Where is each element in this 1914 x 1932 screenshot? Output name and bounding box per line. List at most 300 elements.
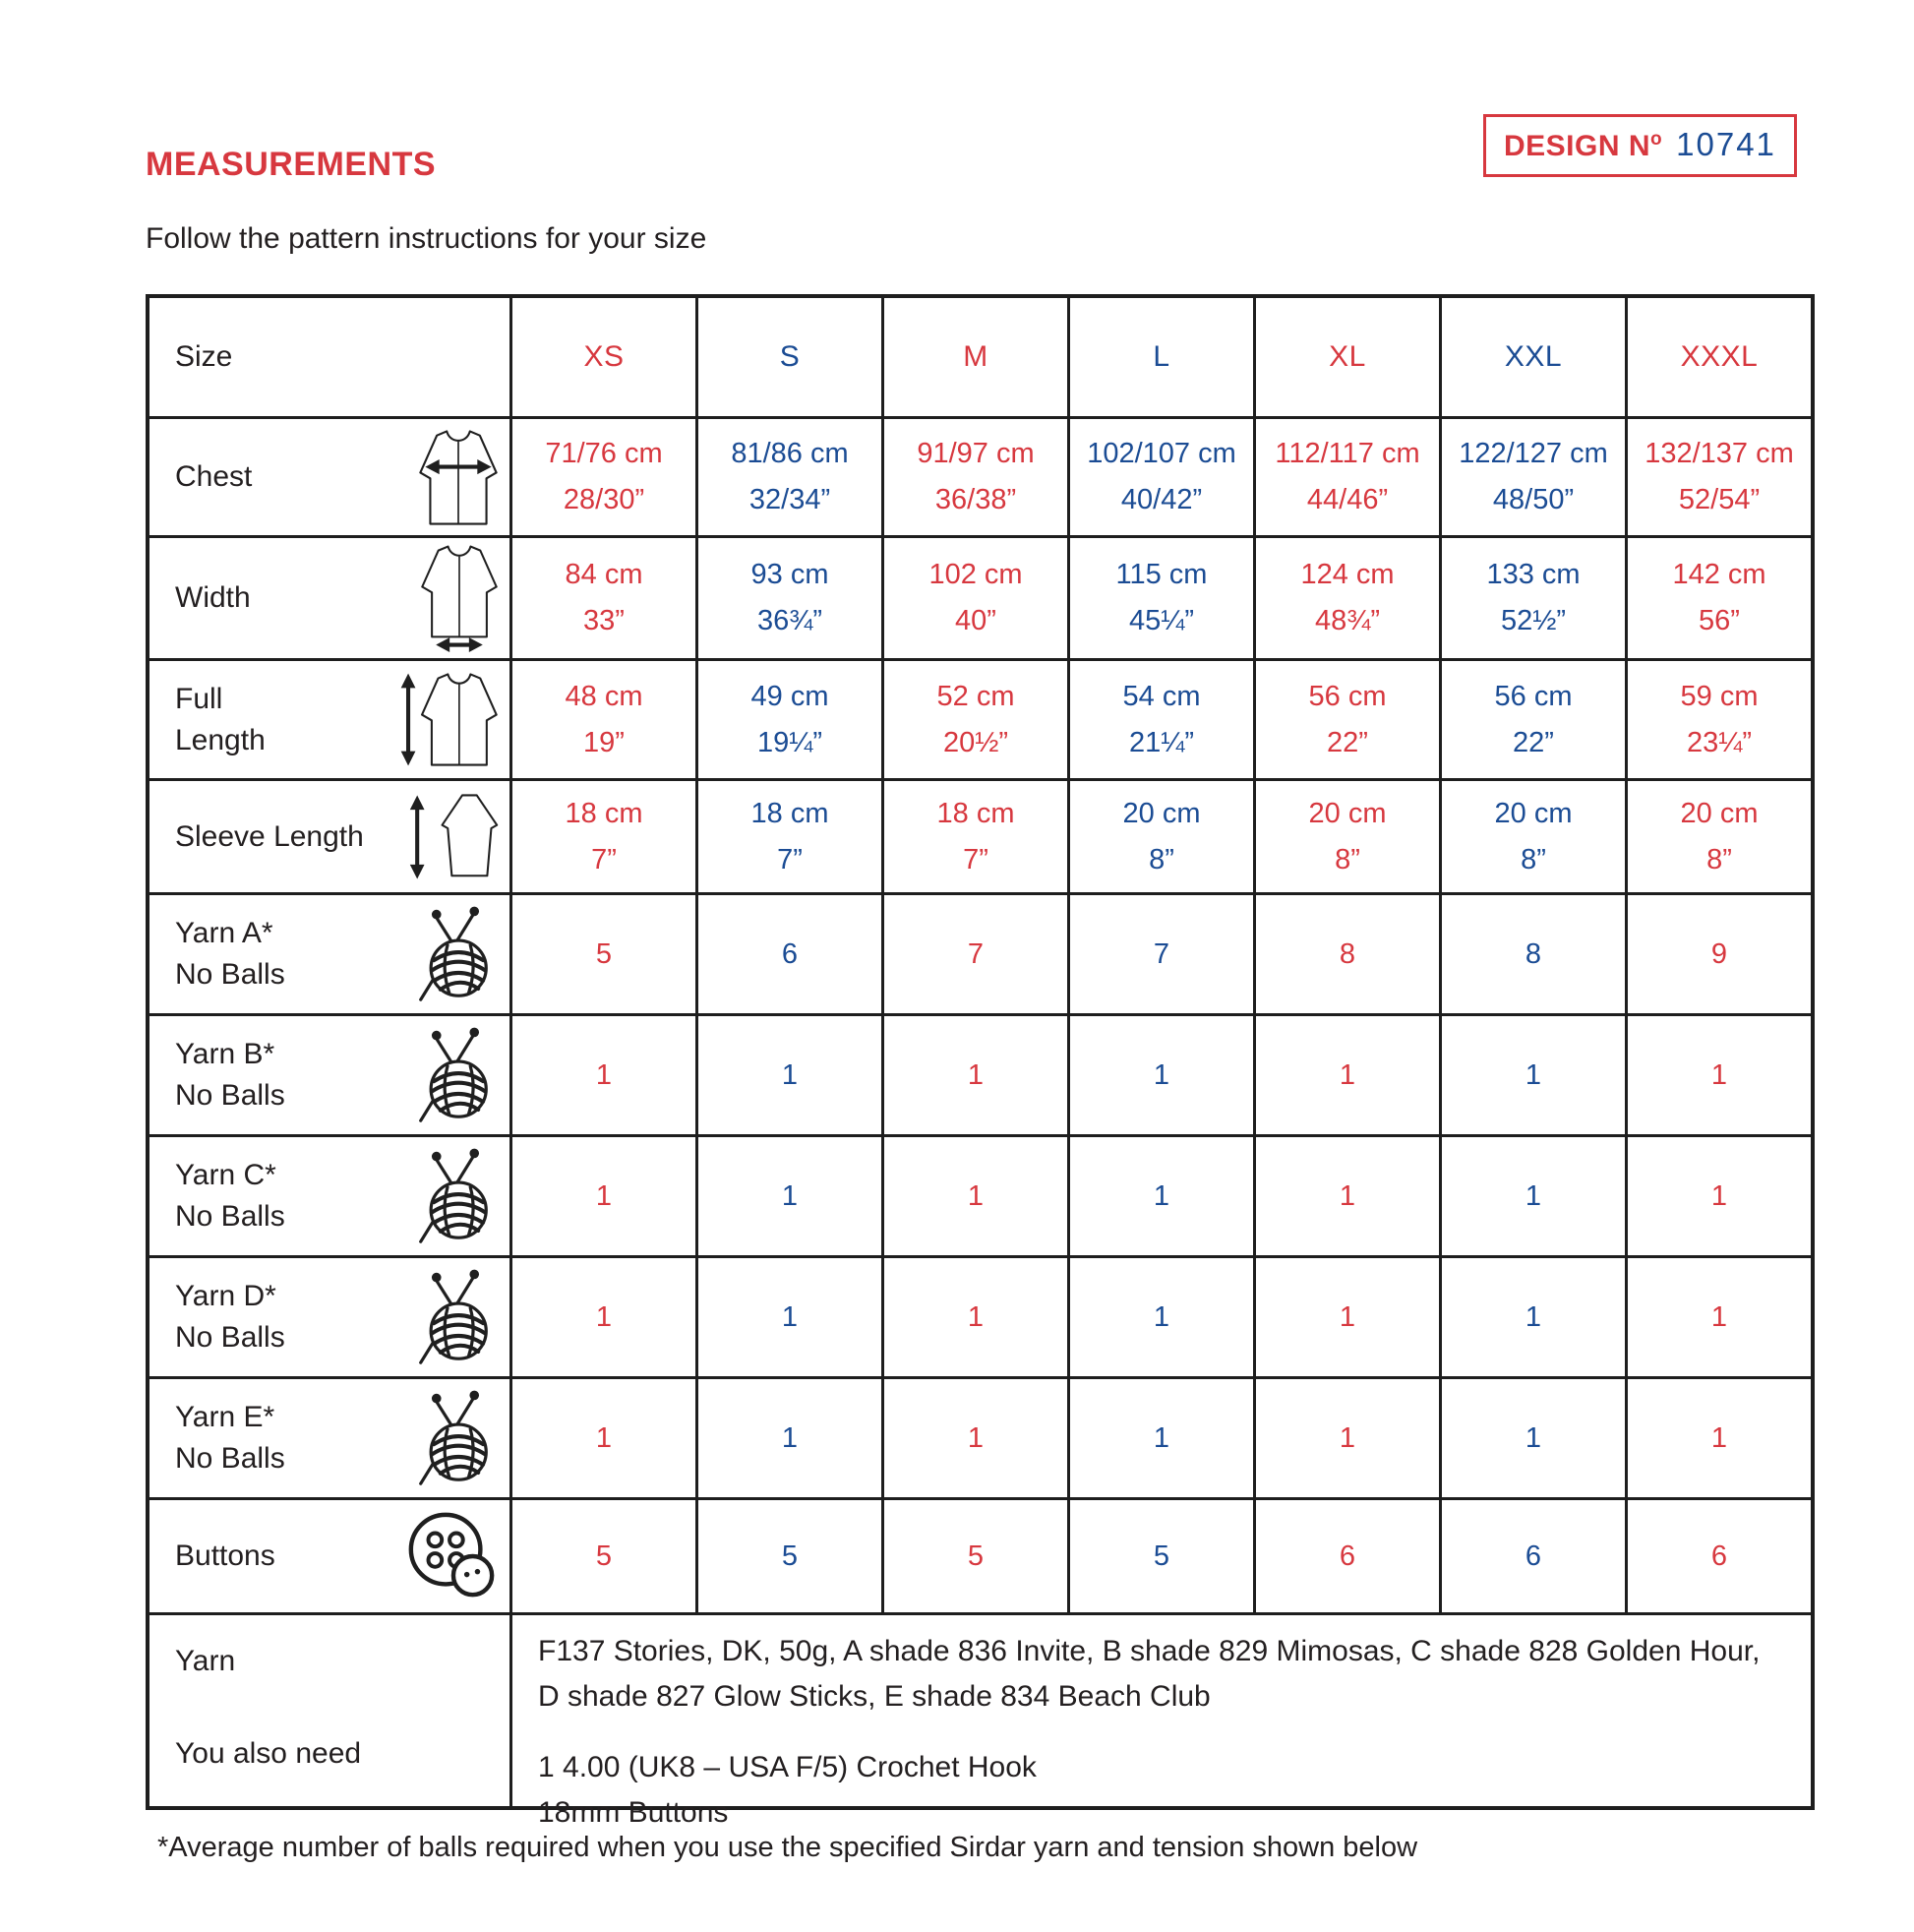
size-column-header [698,298,881,416]
cell-value: 132/137 cm [1645,438,1794,469]
cell-value: 52½” [1500,605,1567,636]
row-label-cell [150,661,509,778]
cell-value-group [1275,431,1419,523]
measurement-cell [698,661,881,778]
cell-value: 20 cm [1494,797,1573,829]
sleeve-length-icon [407,793,500,881]
cell-value: 48/50” [1492,484,1575,515]
cell-value-group [1459,431,1608,523]
size-column-label: XS [583,340,625,373]
cell-value: 7” [591,843,617,875]
cell-value: 7” [777,843,803,875]
cell-value-group [566,791,643,883]
measurement-cell [512,1137,695,1255]
cell-value: 1 [1710,1421,1728,1454]
measurement-cell [1442,538,1625,658]
cell-value-group [1340,1295,1355,1341]
measurement-cell [512,781,695,892]
cell-value: 44/46” [1306,484,1389,515]
row-label [175,1536,275,1577]
cell-value: 84 cm [565,559,643,590]
cell-value: 28/30” [563,484,645,515]
measurement-cell [1442,1137,1625,1255]
row-label-line: Full [175,682,223,715]
cell-value: 1 [1339,1421,1356,1454]
cell-value: 49 cm [750,680,829,712]
yarn-ball-icon [411,1389,500,1488]
cell-value-group [1309,674,1387,766]
measurement-cell [512,1379,695,1497]
cell-value-group [968,1174,984,1220]
measurement-cell [698,1016,881,1134]
measurement-cell [1442,1258,1625,1376]
cell-value-group [1154,932,1169,978]
yarn-ball-icon [411,1026,500,1125]
cell-value-group [968,1295,984,1341]
size-column-label: XXL [1504,340,1563,373]
cell-value-group [782,1534,798,1580]
cell-value-group [596,1295,612,1341]
cell-value-group [596,1534,612,1580]
yarn-ball-icon [411,1268,500,1367]
measurement-cell [1256,781,1439,892]
measurement-cell [698,1379,881,1497]
cell-value: 81/86 cm [731,438,849,469]
cell-value-group [1116,552,1208,644]
size-column-header [884,298,1067,416]
cell-value: 7 [1153,937,1170,970]
row-label-line: No Balls [175,958,285,991]
cell-value-group [782,1416,798,1462]
cell-value: 40/42” [1120,484,1203,515]
row-label-cell [150,538,509,658]
page-subtitle: Follow the pattern instructions for your size [146,222,707,255]
measurement-cell [884,1016,1067,1134]
row-label [175,1034,285,1117]
measurement-cell [698,1500,881,1612]
yarn-ball-icon [411,1147,500,1246]
design-number-sup: o [1650,129,1663,150]
cell-value-group [1525,1295,1541,1341]
measurement-cell [1628,781,1811,892]
row-label-line: No Balls [175,1079,285,1112]
measurement-cell [1070,661,1253,778]
row-label [175,1397,285,1479]
cell-value: 1 [1525,1300,1542,1333]
cell-value: 33” [583,605,625,636]
cell-value: 1 [1153,1179,1170,1212]
design-number-value: 10741 [1676,126,1776,162]
cell-value: 54 cm [1122,680,1201,712]
measurement-cell [1070,895,1253,1013]
measurement-cell [884,419,1067,535]
cell-value-group [968,1534,984,1580]
row-label-cell [150,781,509,892]
yarn-description: F137 Stories, DK, 50g, A shade 836 Invite, B shade 829 Mimosas, C shade 828 Golden Hour, D shade 827 Glow Sticks, E shade 834 Beach Club [538,1635,1761,1713]
cell-value: 22” [1513,726,1554,758]
cell-value-group [917,431,1034,523]
cell-value: 5 [781,1540,799,1572]
measurement-cell [884,1137,1067,1255]
measurement-cell [698,1258,881,1376]
cell-value: 124 cm [1300,559,1395,590]
row-label [175,679,266,761]
cell-value: 1 [781,1421,799,1454]
cell-value: 102 cm [928,559,1023,590]
measurement-cell [1256,1500,1439,1612]
cell-value: 8” [1706,843,1732,875]
cell-value: 1 [1525,1058,1542,1091]
cell-value: 8 [1525,937,1542,970]
cell-value: 6 [781,937,799,970]
size-column-header [1256,298,1439,416]
measurement-cell [1628,895,1811,1013]
cell-value-group [1645,431,1794,523]
cell-value: 5 [967,1540,985,1572]
row-label-cell [150,895,509,1013]
measurement-cell [512,895,695,1013]
buttons-size-line: 18mm Buttons [538,1796,729,1829]
cell-value: 5 [1153,1540,1170,1572]
cell-value-group [1340,1053,1355,1099]
cell-value-group [1711,1534,1727,1580]
cell-value: 7 [967,937,985,970]
cardigan-chest-icon [417,428,500,527]
row-label [175,913,285,996]
cell-value: 1 [781,1179,799,1212]
measurement-cell [1628,538,1811,658]
size-column-label: M [963,340,988,373]
row-label [175,577,251,619]
measurement-cell [1442,1016,1625,1134]
row-label [175,1276,285,1358]
cell-value-group [1309,791,1387,883]
cell-value: 36¾” [756,605,823,636]
cell-value: 59 cm [1680,680,1759,712]
cell-value: 22” [1327,726,1368,758]
measurement-cell [1256,1379,1439,1497]
buttons-icon [403,1508,500,1604]
size-column-label: L [1153,340,1170,373]
cell-value-group [1525,1416,1541,1462]
row-label-cell [150,1016,509,1134]
cell-value-group [1154,1295,1169,1341]
crochet-hook-line: 1 4.00 (UK8 – USA F/5) Crochet Hook [538,1751,1037,1783]
cell-value: 1 [1525,1421,1542,1454]
yarn-ball-icon [411,905,500,1004]
cell-value: 1 [967,1300,985,1333]
cell-value: 8 [1339,937,1356,970]
cell-value: 6 [1339,1540,1356,1572]
cell-value-group [1123,791,1201,883]
cell-value: 48¾” [1314,605,1381,636]
size-row-label-cell [150,298,509,416]
row-label-line: Yarn E* [175,1401,275,1433]
cell-value-group [968,1053,984,1099]
row-label-line: Width [175,581,251,614]
cell-value: 23¼” [1686,726,1753,758]
footnote: *Average number of balls required when you use the specified Sirdar yarn and tension shown below [157,1832,1418,1863]
row-label-line: No Balls [175,1321,285,1354]
cell-value: 1 [1710,1058,1728,1091]
cell-value: 142 cm [1672,559,1766,590]
measurement-cell [1628,1258,1811,1376]
cell-value: 133 cm [1486,559,1581,590]
cell-value: 112/117 cm [1275,438,1420,469]
row-label-cell [150,1500,509,1612]
cell-value: 1 [781,1300,799,1333]
cell-value-group [1711,932,1727,978]
row-label-cell [150,1258,509,1376]
measurement-cell [1442,895,1625,1013]
cell-value-group [968,1416,984,1462]
cell-value: 18 cm [936,797,1015,829]
measurement-cell [1628,1016,1811,1134]
cell-value-group [782,932,798,978]
measurement-cell [512,1016,695,1134]
cell-value-group [1486,552,1580,644]
size-column-header [1442,298,1625,416]
cell-value: 1 [1153,1421,1170,1454]
cell-value: 5 [595,1540,613,1572]
cell-value-group [1300,552,1394,644]
cell-value: 1 [781,1058,799,1091]
cell-value-group [596,932,612,978]
cell-value: 93 cm [750,559,829,590]
row-label-line: Length [175,723,266,756]
cell-value-group [1681,791,1759,883]
cell-value-group [1123,674,1201,766]
cell-value-group [566,552,643,644]
measurement-cell [884,1258,1067,1376]
cell-value-group [751,552,829,644]
cell-value: 102/107 cm [1087,438,1236,469]
cell-value-group [1154,1053,1169,1099]
row-label-line: No Balls [175,1442,285,1475]
row-label [175,816,364,858]
row-label-line: No Balls [175,1200,285,1233]
measurement-cell [1628,1379,1811,1497]
measurement-cell [512,419,695,535]
cell-value-group [782,1053,798,1099]
cell-value-group [596,1053,612,1099]
measurement-cell [1442,1500,1625,1612]
cell-value: 1 [1339,1058,1356,1091]
cell-value-group [1495,791,1573,883]
measurement-cell [698,1137,881,1255]
cell-value: 32/34” [748,484,831,515]
cell-value-group [1525,932,1541,978]
cell-value: 20 cm [1680,797,1759,829]
bottom-content-cell [512,1615,1811,1829]
cell-value: 7” [963,843,988,875]
cell-value: 1 [1339,1300,1356,1333]
cell-value: 5 [595,937,613,970]
cell-value: 8” [1149,843,1174,875]
measurement-cell [698,538,881,658]
bottom-labels-cell [150,1615,509,1806]
measurement-cell [1070,419,1253,535]
cell-value: 20½” [942,726,1009,758]
cell-value-group [937,674,1015,766]
measurement-cell [1256,538,1439,658]
cell-value-group [928,552,1022,644]
cell-value-group [751,674,829,766]
measurement-cell [1628,1500,1811,1612]
cell-value: 6 [1710,1540,1728,1572]
cell-value-group [1525,1053,1541,1099]
cell-value-group [596,1174,612,1220]
measurement-cell [1256,1137,1439,1255]
page-title: MEASUREMENTS [146,146,437,183]
cell-value: 1 [967,1179,985,1212]
cell-value-group [1340,1174,1355,1220]
cell-value: 56” [1699,605,1740,636]
cell-value-group [782,1295,798,1341]
size-column-label: S [779,340,801,373]
measurement-cell [1442,661,1625,778]
cell-value: 20 cm [1308,797,1387,829]
cell-value: 21¼” [1128,726,1195,758]
cell-value-group [566,674,643,766]
cell-value-group [751,791,829,883]
cell-value-group [1681,674,1759,766]
row-label-line: Yarn A* [175,917,273,949]
measurement-cell [512,661,695,778]
cell-value-group [1087,431,1236,523]
cell-value: 1 [595,1421,613,1454]
row-label [175,1155,285,1238]
cell-value-group [1154,1174,1169,1220]
measurements-table [146,294,1815,1829]
cell-value-group [1711,1295,1727,1341]
row-label-cell [150,419,509,535]
measurement-cell [884,781,1067,892]
cell-value: 1 [1525,1179,1542,1212]
size-column-header [512,298,695,416]
cell-value: 18 cm [565,797,643,829]
cell-value-group [1340,1534,1355,1580]
measurement-cell [1070,1016,1253,1134]
row-label-line: Chest [175,460,253,493]
cell-value: 1 [1153,1300,1170,1333]
row-label-cell [150,1137,509,1255]
cell-value: 48 cm [565,680,643,712]
row-label-line: Yarn C* [175,1159,276,1191]
measurement-cell [1256,895,1439,1013]
cell-value: 71/76 cm [545,438,663,469]
measurement-cell [1628,1137,1811,1255]
measurement-cell [512,1258,695,1376]
cell-value: 1 [1153,1058,1170,1091]
measurement-cell [1256,661,1439,778]
cell-value-group [1525,1534,1541,1580]
cell-value: 1 [967,1058,985,1091]
measurement-cell [1442,419,1625,535]
cell-value-group [1711,1416,1727,1462]
measurement-cell [884,895,1067,1013]
you-also-need-label: You also need [175,1737,362,1770]
cell-value: 1 [967,1421,985,1454]
cell-value: 52/54” [1678,484,1761,515]
cell-value: 36/38” [934,484,1017,515]
cell-value-group [1154,1534,1169,1580]
measurement-cell [1442,1379,1625,1497]
cell-value-group [1672,552,1765,644]
cell-value-group [968,932,984,978]
cardigan-full-length-icon [399,671,500,768]
measurement-cell [698,895,881,1013]
cell-value: 1 [1710,1300,1728,1333]
cell-value: 18 cm [750,797,829,829]
cell-value: 20 cm [1122,797,1201,829]
cell-value-group [937,791,1015,883]
cell-value: 1 [595,1179,613,1212]
cell-value: 19¼” [756,726,823,758]
measurement-cell [884,538,1067,658]
cell-value: 8” [1335,843,1360,875]
measurement-cell [698,781,881,892]
cell-value-group [1154,1416,1169,1462]
cell-value: 40” [955,605,996,636]
size-column-label: XXXL [1680,340,1759,373]
cell-value: 6 [1525,1540,1542,1572]
measurement-cell [1070,781,1253,892]
cell-value: 91/97 cm [917,438,1035,469]
cell-value-group [1711,1053,1727,1099]
cell-value: 56 cm [1494,680,1573,712]
cell-value: 1 [1710,1179,1728,1212]
cell-value: 9 [1710,937,1728,970]
cell-value-group [731,431,848,523]
yarn-label: Yarn [175,1645,236,1677]
row-label-line: Sleeve Length [175,819,364,853]
cell-value-group [1711,1174,1727,1220]
size-column-label: XL [1329,340,1366,373]
measurement-cell [884,661,1067,778]
measurement-cell [1070,538,1253,658]
cell-value: 1 [1339,1179,1356,1212]
cell-value: 115 cm [1115,559,1208,590]
cell-value: 1 [595,1300,613,1333]
measurement-cell [884,1500,1067,1612]
measurement-cell [1070,1500,1253,1612]
cell-value: 19” [583,726,625,758]
row-label-cell [150,1379,509,1497]
cell-value-group [1525,1174,1541,1220]
cell-value: 1 [595,1058,613,1091]
measurement-cell [1628,419,1811,535]
measurement-cell [1256,419,1439,535]
cell-value-group [596,1416,612,1462]
cardigan-width-icon [419,543,500,653]
measurement-cell [1442,781,1625,892]
design-number-box [1483,114,1797,177]
measurement-cell [1070,1379,1253,1497]
row-label-line: Yarn D* [175,1280,276,1312]
measurement-cell [512,538,695,658]
cell-value-group [1495,674,1573,766]
measurement-cell [884,1379,1067,1497]
cell-value-group [782,1174,798,1220]
measurement-cell [698,419,881,535]
design-number-label: DESIGN $N^o$ [1504,129,1663,162]
cell-value-group [545,431,662,523]
cell-value: 52 cm [936,680,1015,712]
cell-value: 122/127 cm [1459,438,1608,469]
cell-value: 45¼” [1128,605,1195,636]
size-label: Size [175,340,233,373]
